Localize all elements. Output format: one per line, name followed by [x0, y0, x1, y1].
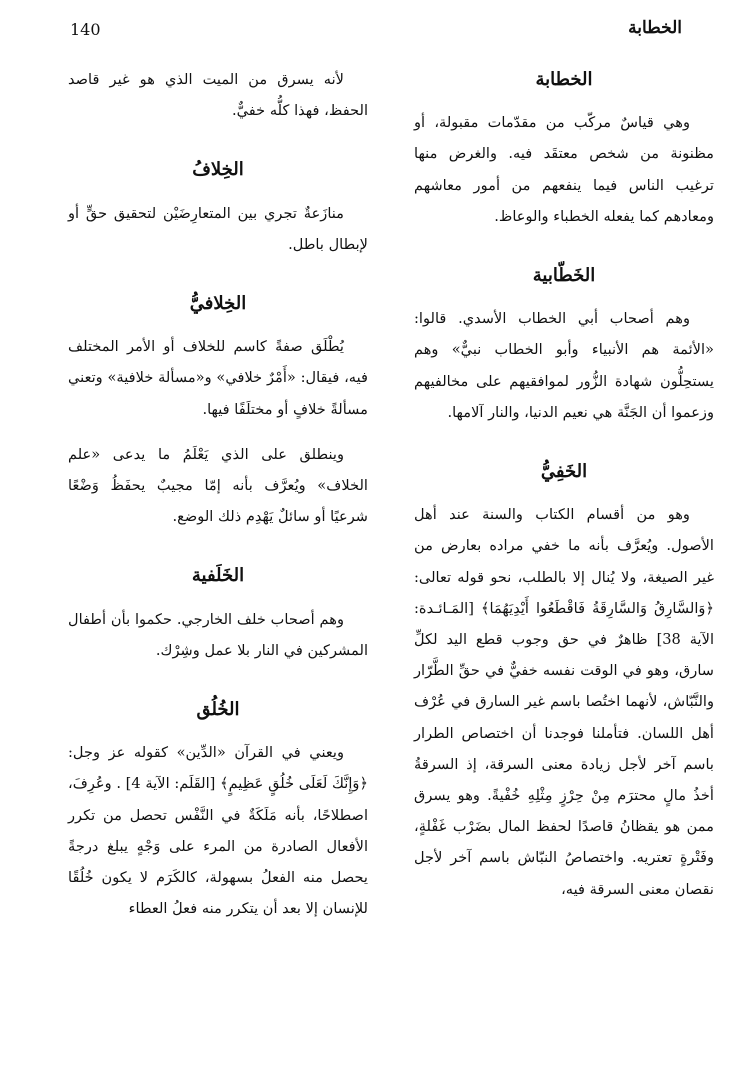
entry-text-khafiyy: وهو من أقسام الكتاب والسنة عند أهل الأصول. ويُعرَّف بأنه ما خفي مراده بعارض من غير الصيغة، ولا يُنال إلا بالطلب، نحو قوله تعالى: ﴿وَالسَّارِقُ وَالسَّارِقَةُ فَاقْطَعُوا أَيْدِيَهُمَا﴾ [المَـائـدة: الآية 38] ظاهرٌ في حق وجوب قطع اليد لكلِّ سارق، وهو في الوقت نفسه خفيٌّ في حقِّ الطَّرّار والنَّبّاش، لأنهما اختُصا باسم غير السارق في عُرْف أهل اللسان. فتأملنا فوجدنا أن اختصاص الطرار باسم آخر لأجل زيادة معنى السرقة، إذ السرقةُ أخذُ مالٍ محترَم مِنْ حِرْزٍ مِثْلِهِ خُفْيةً. وهو يسرق ممن هو يقظانُ قاصدًا لحفظ المال بضَرْب غَفْلةٍ، وفَتْرةٍ تعتريه. واختصاصُ النبّاش باسم آخر لأجل نقصان معنى السرقة فيه، — [414, 506, 714, 898]
left-column — [68, 64, 368, 924]
entry-text-khitaba: وهي قياسٌ مركّب من مقدّمات مقبولة، أو مظنونة من شخص معتقَد فيه. والغرض منها ترغيب الناس فيما ينفعهم من أمور معاشهم ومعادهم كما يفعله الخطباء والوعاظ. — [414, 114, 714, 225]
entry-text-khilafiyy-2: وينطلق على الذي يَعْلَمُ ما يدعى «علم الخلاف» ويُعرَّف بأنه إمّا مجيبٌ يحفَظُ وَضْعًا شرعيًا أو سائلٌ يَهْدِم ذلك الوضع. — [68, 445, 368, 526]
entry-text-khattabiyya: وهم أصحاب أبي الخطاب الأسدي. قالوا: «الأئمة هم الأنبياء وأبو الخطاب نبيٌّ» وهم يستحِلُّون شهادة الزُّور لموافقيهم على مخالفيهم وزعموا أن الجَنَّة هي نعيم الدنيا، والنار آلامها. — [414, 310, 714, 421]
running-title: الخطابة — [628, 18, 682, 38]
right-column — [414, 64, 714, 905]
entry-title-khilaf: الخِلافُ — [192, 159, 244, 181]
entry-text-khilaf: منازَعةٌ تجري بين المتعارِضَيْن لتحقيق حقٍّ أو لإبطال باطل. — [68, 204, 368, 253]
entry-text-khilafiyy-1: يُطْلَق صفةً كاسم للخلاف أو الأمر المختلف فيه، فيقال: «أَمْرٌ خلافي» و«مسألة خلافية» وتعني مسألةً خلافٍ أو مختلَفًا فيها. — [68, 338, 368, 418]
page-number: 140 — [70, 20, 101, 39]
entry-title-khalafiyya: الخَلَفية — [191, 565, 245, 587]
continuation-text: لأنه يسرق من الميت الذي هو غير قاصد الحفظ، فهذا كلُّه خفيٌّ. — [68, 71, 368, 120]
entry-title-khitaba: الخطابة — [535, 69, 593, 90]
entry-text-khuluq: ويعني في القرآن «الدِّين» كقوله عز وجل: ﴿وَإِنَّكَ لَعَلَى خُلُقٍ عَظِيمٍ﴾ [القَلَم: الآية 4] . وعُرِفَ، اصطلاحًا، بأنه مَلَكَةٌ في النَّفْس تحصل من تكرر الأفعال الصادرة من المرء على وَجْهٍ يبلغ درجةً يحصل منه الفعلُ بسهولة، كالكَرَم لا يكون خُلُقًا للإنسان إلا بعد أن يتكرر منه فعلُ العطاء — [68, 744, 368, 918]
entry-title-khilafiyy: الخِلافيُّ — [189, 293, 247, 315]
entry-title-khafiyy: الخَفِيُّ — [540, 461, 588, 483]
entry-title-khattabiyya: الخَطّابية — [532, 265, 596, 287]
entry-text-khalafiyya: وهم أصحاب خلف الخارجي. حكموا بأن أطفال المشركين في النار بلا عمل وشِرْك. — [68, 610, 368, 659]
entry-title-khuluq: الخُلُق — [196, 699, 240, 721]
